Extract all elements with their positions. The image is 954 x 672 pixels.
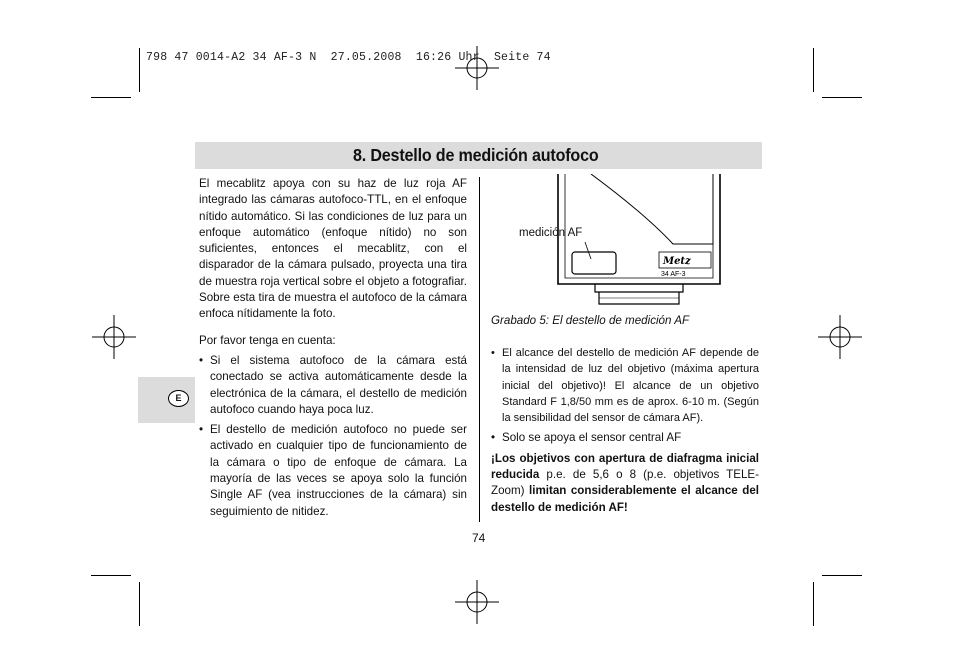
bullet-icon: • (199, 353, 204, 367)
crop-mark-top-right-v (813, 48, 814, 92)
model-label: 34 AF-3 (661, 271, 686, 278)
list-item (199, 422, 467, 520)
bullet-text: Si el sistema autofoco de la cámara está conectado se activa automáticamente desde la electrónica de la cámara, el destello de medición autofoco cuando haya poca luz. (210, 353, 467, 416)
warning-bold-start: ¡Los objetivos con apertura de diafragma inicial reducida (491, 451, 759, 482)
left-column (199, 176, 467, 520)
list-item (491, 345, 759, 426)
crop-mark-bottom-left-v (139, 582, 140, 626)
bullet-text: Solo se apoya el sensor central AF (502, 431, 682, 445)
bullet-text: El alcance del destello de medición AF depende de la intensidad de luz del objetivo (máxima apertura inicial del objetivo)! El alcance de un objetivo Standard F 1,8/50 mm es de aprox. 6-10 m. (Según la sensibilidad del sensor de cámara AF). (502, 347, 759, 425)
section-title: 8. Destello de medición autofoco (353, 145, 599, 165)
list-item (491, 430, 759, 446)
bullet-icon: • (491, 347, 495, 359)
crop-mark-bottom-right-v (813, 582, 814, 626)
list-item (199, 353, 467, 418)
brand-logo: Metz (663, 256, 691, 267)
language-tab (138, 377, 195, 423)
registration-mark-bottom (455, 580, 499, 624)
column-divider (479, 177, 480, 522)
crop-mark-bottom-left-h (91, 575, 131, 576)
flash-unit-illustration (555, 174, 755, 308)
bullet-icon: • (199, 423, 204, 437)
intro-paragraph: El mecablitz apoya con su haz de luz roja AF integrado las cámaras autofoco-TTL, en el enfoque nítido automático. Si las condiciones de luz para un enfoque automático (enfoque nítido) no son suficientes, entonces el mecablitz, con el disparador de la cámara pulsado, proyecta una tira de muestra roja vertical sobre el objeto a fotografiar. Sobre esta tira de muestra el autofoco de la cámara enfoca nítidamente la foto. (199, 177, 467, 321)
bullet-icon: • (491, 431, 496, 445)
section-title-bar (195, 142, 762, 169)
figure-caption: Grabado 5: El destello de medición AF (491, 314, 690, 327)
af-measurement-label: medición AF (519, 227, 583, 239)
warning-bold-end: limitan considerablemente el alcance del destello de medición AF! (491, 484, 759, 514)
registration-mark-right (818, 315, 862, 359)
bullet-text: El destello de medición autofoco no puede ser activado en cualquier tipo de funcionamiento de la cámara o tipo de enfoque de cámara. La mayoría de las veces se apoya solo la función Single AF (vea instrucciones de la cámara) sin seguimiento de nitidez. (210, 423, 467, 518)
print-header: 798 47 0014-A2 34 AF-3 N 27.05.2008 16:26 Uhr Seite 74 (146, 51, 551, 64)
page-number: 74 (472, 531, 486, 545)
warning-paragraph (491, 451, 759, 516)
note-heading: Por favor tenga en cuenta: (199, 333, 336, 347)
crop-mark-top-left-v (139, 48, 140, 92)
warning-middle: p.e. de 5,6 o 8 (p.e. objetivos TELE-Zoom) (491, 468, 759, 498)
crop-mark-top-left-h (91, 97, 131, 98)
language-tab-label: E (168, 390, 189, 407)
right-column (491, 345, 759, 516)
crop-mark-bottom-right-h (822, 575, 862, 576)
crop-mark-top-right-h (822, 97, 862, 98)
registration-mark-left (92, 315, 136, 359)
